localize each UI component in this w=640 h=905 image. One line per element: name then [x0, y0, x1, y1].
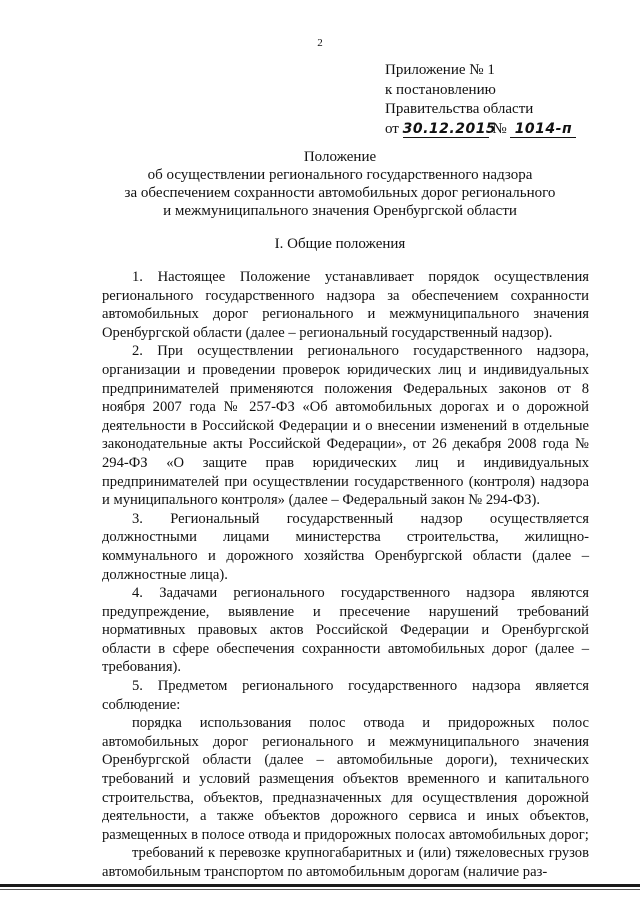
title-line-1: Положение	[303, 149, 377, 165]
appendix-date-line	[385, 120, 576, 140]
title-line-2: об осуществлении регионального государственного надзора	[147, 167, 533, 183]
page-number: 2	[317, 37, 323, 49]
title-line-3: за обеспечением сохранности автомобильных дорог регионального	[124, 185, 556, 201]
scan-bottom-edge-line	[0, 889, 640, 890]
from-label: от	[385, 120, 399, 137]
body-text	[102, 268, 589, 882]
title-line-4: и межмуниципального значения Оренбургской области	[163, 203, 517, 219]
paragraph-1: 1. Настоящее Положение устанавливает порядок осуществления регионального государственного надзора за обеспечением сохранности автомобильных дорог регионального и межмуниципального значения Оренбургской области (далее – региональный государственный надзор).	[102, 269, 589, 341]
appendix-line-2: к постановлению	[385, 81, 496, 98]
paragraph-4: 4. Задачами регионального государственного надзора являются предупреждение, выявление и пресечение нарушений требований нормативных правовых актов Российской Федерации и Оренбургской области в сфере обеспечения сохранности автомобильных дорог (далее – требования).	[102, 585, 589, 676]
paragraph-5: 5. Предметом регионального государственного надзора является соблюдение:	[102, 678, 589, 713]
paragraph-5-item-2: требований к перевозке крупногабаритных и (или) тяжеловесных грузов автомобильным транспортом по автомобильным дорогам (наличие раз-	[102, 845, 589, 880]
number-label: №	[492, 120, 507, 137]
paragraph-5-item-1: порядка использования полос отвода и придорожных полос автомобильных дорог регионального и межмуниципального значения Оренбургской области (далее – автомобильные дороги), технических требований и условий размещения объектов временного и капитального строительства, объектов, предназначенных для осуществления дорожной деятельности, а также объектов дорожного сервиса и иных объектов, размещенных в полосе отвода и придорожных полосах автомобильных дорог;	[102, 715, 589, 843]
paragraph-3: 3. Региональный государственный надзор осуществляется должностными лицами министерства строительства, жилищно-коммунального и дорожного хозяйства Оренбургской области (далее – должностные лица).	[102, 510, 589, 583]
handwritten-date: 30.12.2015	[402, 120, 497, 137]
document-title	[110, 148, 570, 220]
appendix-block	[385, 61, 576, 139]
paragraph-2: 2. При осуществлении регионального государственного надзора, организации и проведении проверок юридических лиц и индивидуальных предпринимателей применяются положения Федеральных законов от 8 ноября 2007 года № 257-ФЗ «Об автомобильных дорогах и о дорожной деятельности в Российской Федерации и о внесении изменений в отдельные законодательные акты Российской Федерации», от 26 декабря 2008 года № 294-ФЗ «О защите прав юридических лиц и индивидуальных предпринимателей при осуществлении государственного (контроля) надзора и муниципального контроля» (далее – Федеральный закон № 294-ФЗ).	[102, 343, 589, 509]
appendix-line-1: Приложение № 1	[385, 62, 495, 78]
section-heading: I. Общие положения	[274, 236, 406, 252]
scan-bottom-edge	[0, 884, 640, 887]
handwritten-number: 1014-п	[510, 121, 576, 138]
appendix-line-3: Правительства области	[385, 101, 534, 117]
